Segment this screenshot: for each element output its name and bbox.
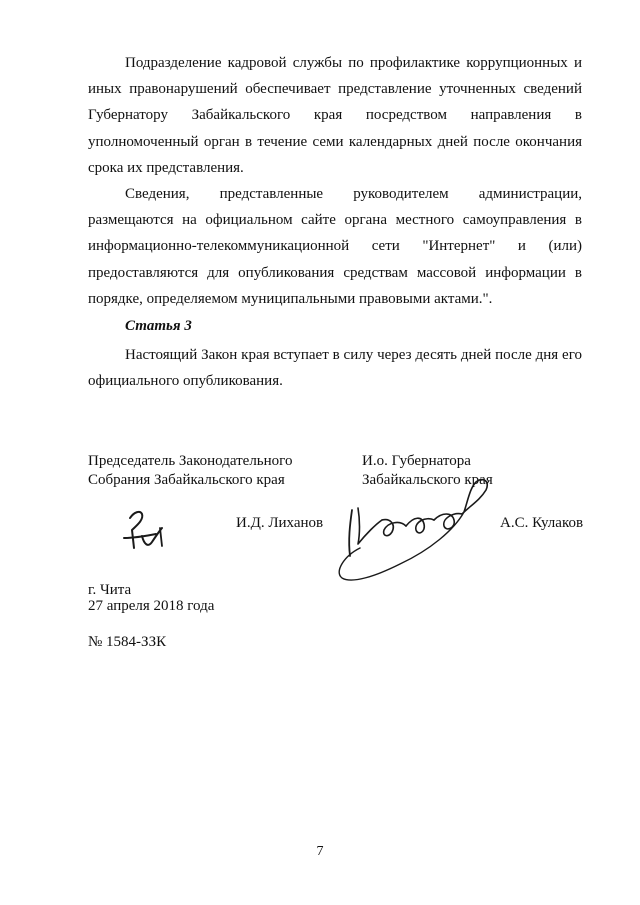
law-number: № 1584-ЗЗК — [88, 634, 167, 650]
page-number: 7 — [316, 844, 324, 859]
left-signatory-title-line-2: Собрания Забайкальского края — [88, 472, 285, 488]
article-3-heading: Статья 3 — [125, 318, 192, 334]
left-handwritten-signature — [120, 508, 180, 556]
paragraph-publication: Сведения, представленные руководителем администрации, размещаются на официальном сайте органа местного самоуправления в информационно-телекоммуникационной сети "Интернет" и (или) предоставляются для опубликования средствам массовой информации в порядке, определяемом муниципальными правовыми актами.". — [88, 186, 582, 307]
right-signatory-title-line-1: И.о. Губернатора — [362, 453, 471, 469]
left-signatory-name: И.Д. Лиханов — [236, 515, 324, 531]
right-signatory-name: А.С. Кулаков — [500, 515, 584, 531]
paragraph-reporting-procedure: Подразделение кадровой службы по профилактике коррупционных и иных правонарушений обеспечивает представление уточненных сведений Губернатору Забайкальского края посредством направления в уполномоченный орган в течение семи календарных дней после окончания срока их представления. — [88, 55, 582, 176]
paragraph-entry-into-force: Настоящий Закон края вступает в силу через десять дней после дня его официального опубликования. — [88, 347, 582, 390]
right-signatory-title-line-2: Забайкальского края — [362, 472, 493, 488]
left-signatory-title-line-1: Председатель Законодательного — [88, 453, 293, 469]
left-signatory-title — [88, 452, 292, 490]
right-handwritten-signature — [330, 460, 510, 590]
adoption-date: 27 апреля 2018 года — [88, 598, 215, 614]
city: г. Чита — [88, 582, 132, 598]
